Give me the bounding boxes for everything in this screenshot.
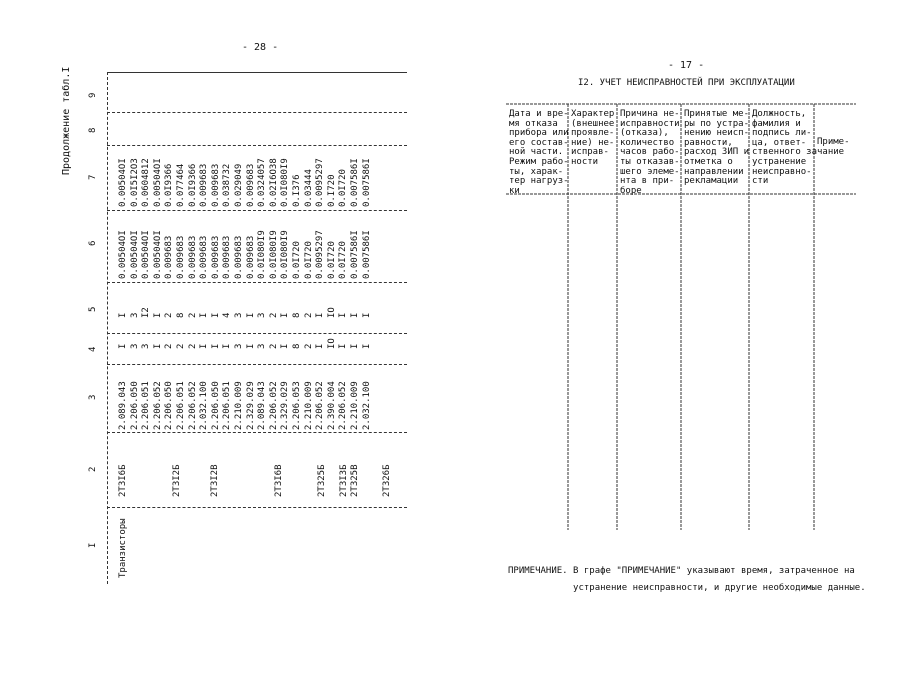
cell-drawing-number: 2.206.052 <box>187 381 198 430</box>
col-note: Приме- чание <box>817 137 850 157</box>
cell-count: I <box>245 312 256 318</box>
cell-quantity: 2 <box>268 343 279 349</box>
header-col-4: 4 <box>88 346 98 352</box>
continuation-title: Продолжение табл.I <box>61 66 72 175</box>
header-col-8: 8 <box>88 127 98 133</box>
cell-rate: 0.009683 <box>234 235 244 279</box>
cell-rate: 0.0I080I9 <box>257 230 268 279</box>
cell-rate-total: 0.007586I <box>361 158 372 207</box>
cell-quantity: 8 <box>292 343 302 349</box>
col-fault-cause: Причина не- исправности (отказа), количество часов рабо- ты отказав- шего элеме- нта в при- боре <box>620 109 680 196</box>
type-label: 2T325B <box>350 464 360 497</box>
cell-rate: 0.009683 <box>199 235 210 279</box>
cell-drawing-number: 2.032.100 <box>361 381 372 430</box>
cell-rate-total: 0.0324057 <box>257 158 268 207</box>
cell-count: I2 <box>141 307 152 318</box>
cell-rate: 0.009683 <box>245 235 256 279</box>
cell-count: I <box>350 312 360 318</box>
group-label: Транзисторы <box>118 518 128 578</box>
cell-rate: 0.0I080I9 <box>280 230 291 279</box>
cell-quantity: I <box>315 343 326 349</box>
cell-rate: 0.0I720 <box>326 241 337 279</box>
header-col-9: 9 <box>88 92 98 98</box>
cell-drawing-number: 2.206.052 <box>268 381 279 430</box>
col-failure-date: Дата и вре- мя отказа прибора или его состав- ной части. Режим рабо- ты, харак- тер нагруз- ки <box>509 109 569 196</box>
type-label: 2T3I2B <box>210 464 220 497</box>
cell-rate-total: 0.03444 <box>303 169 314 207</box>
cell-quantity: 3 <box>141 343 152 349</box>
cell-quantity: 2 <box>187 343 198 349</box>
footnote: ПРИМЕЧАНИЕ. В графе "ПРИМЕЧАНИЕ" указывают время, затраченное на устранение неисправности, и другие необходимые данные. <box>508 566 866 593</box>
cell-drawing-number: 2.206.053 <box>292 381 302 430</box>
header-col-2: 2 <box>88 466 98 472</box>
header-col-1: I <box>88 542 98 548</box>
cell-drawing-number: 2.206.050 <box>164 381 175 430</box>
cell-rate-total: 0.I376 <box>292 174 302 207</box>
cell-drawing-number: 2.089.043 <box>118 381 128 430</box>
cell-count: 8 <box>292 312 302 318</box>
cell-count: I <box>315 312 326 318</box>
cell-drawing-number: 2.206.052 <box>152 381 163 430</box>
cell-drawing-number: 2.206.050 <box>129 381 140 430</box>
cell-drawing-number: 2.329.029 <box>280 381 291 430</box>
cell-quantity: 2 <box>176 343 186 349</box>
cell-rate-total: 0.009683 <box>210 163 221 207</box>
cell-rate: 0.009683 <box>176 235 186 279</box>
cell-rate-total: 0.0I720 <box>338 169 349 207</box>
cell-quantity: I <box>118 343 128 349</box>
cell-count: I <box>361 312 372 318</box>
cell-quantity: I <box>350 343 360 349</box>
cell-rate-total: 0.0I9366 <box>187 163 198 207</box>
cell-rate: 0.009683 <box>164 235 175 279</box>
header-col-3: 3 <box>88 394 98 400</box>
cell-quantity: I <box>210 343 221 349</box>
cell-count: 2 <box>303 312 314 318</box>
cell-count: 2 <box>268 312 279 318</box>
cell-rate: 0.0I720 <box>338 241 349 279</box>
cell-drawing-number: 2.206.052 <box>338 381 349 430</box>
cell-rate: 0.00504OI <box>129 230 140 279</box>
cell-count: 3 <box>129 312 140 318</box>
cell-rate: 0.009683 <box>187 235 198 279</box>
cell-rate-total: 0.007586I <box>350 158 360 207</box>
type-label: 2T326Б <box>382 464 392 497</box>
cell-drawing-number: 2.206.051 <box>141 381 152 430</box>
cell-rate-total: 0.00504OI <box>152 158 163 207</box>
cell-count: IO <box>326 307 337 318</box>
type-label: 2T325Б <box>317 464 327 497</box>
cell-quantity: 3 <box>257 343 268 349</box>
cell-count: I <box>210 312 221 318</box>
cell-rate: 0.00504OI <box>118 230 128 279</box>
cell-drawing-number: 2.206.051 <box>222 381 233 430</box>
cell-rate: 0.0I720 <box>303 241 314 279</box>
cell-drawing-number: 2.210.009 <box>303 381 314 430</box>
type-label: 2T3I6Б <box>118 464 128 497</box>
cell-rate: 0.009683 <box>210 235 221 279</box>
section-title: I2. УЧЕТ НЕИСПРАВНОСТЕЙ ПРИ ЭКСПЛУАТАЦИИ <box>578 78 795 88</box>
left-page-number: - 28 - <box>242 42 279 53</box>
cell-quantity: I <box>245 343 256 349</box>
cell-drawing-number: 2.089.043 <box>257 381 268 430</box>
cell-count: I <box>118 312 128 318</box>
cell-rate-total: 0.00504OI <box>118 158 128 207</box>
cell-drawing-number: 2.329.029 <box>245 381 256 430</box>
cell-quantity: 2 <box>303 343 314 349</box>
cell-drawing-number: 2.210.009 <box>234 381 244 430</box>
cell-quantity: 3 <box>234 343 244 349</box>
cell-count: I <box>199 312 210 318</box>
cell-quantity: 3 <box>129 343 140 349</box>
cell-quantity: 2 <box>164 343 175 349</box>
header-col-7: 7 <box>88 174 98 180</box>
cell-count: 2 <box>164 312 175 318</box>
cell-count: 3 <box>234 312 244 318</box>
cell-drawing-number: 2.210.009 <box>350 381 360 430</box>
col-fault-nature: Характер (внешнее проявле- ние) не- исправ- ности <box>571 109 615 167</box>
cell-count: 8 <box>176 312 186 318</box>
cell-rate: 0.0095297 <box>315 230 326 279</box>
cell-rate-total: 0.0I9366 <box>164 163 175 207</box>
cell-rate-total: 0.077464 <box>176 163 186 207</box>
cell-count: I <box>338 312 349 318</box>
cell-rate: 0.007586I <box>361 230 372 279</box>
header-col-5: 5 <box>88 306 98 312</box>
cell-drawing-number: 2.206.050 <box>210 381 221 430</box>
cell-rate: 0.00504OI <box>141 230 152 279</box>
cell-rate-total: 0.0I080I9 <box>280 158 291 207</box>
cell-rate-total: 0.0604812 <box>141 158 152 207</box>
cell-rate-total: 0.0095297 <box>315 158 326 207</box>
right-page-number: - 17 - <box>668 60 705 71</box>
cell-drawing-number: 2.390.004 <box>326 381 337 430</box>
cell-drawing-number: 2.032.100 <box>199 381 210 430</box>
cell-quantity: I <box>280 343 291 349</box>
cell-drawing-number: 2.206.051 <box>176 381 186 430</box>
type-label: 2T3I6B <box>274 464 284 497</box>
col-responsible: Должность, фамилия и подпись ли- ца, ответ- ственного за устранение неисправно- сти <box>752 109 818 187</box>
cell-rate: 0.00504OI <box>152 230 163 279</box>
header-col-6: 6 <box>88 240 98 246</box>
cell-quantity: I <box>361 343 372 349</box>
cell-count: I <box>152 312 163 318</box>
cell-rate: 0.0I720 <box>292 241 302 279</box>
type-label: 2T3I3Б <box>339 464 349 497</box>
cell-quantity: I <box>222 343 233 349</box>
cell-count: 2 <box>187 312 198 318</box>
cell-rate-total: 0.I720 <box>326 174 337 207</box>
cell-rate-total: 0.009683 <box>245 163 256 207</box>
cell-quantity: I <box>338 343 349 349</box>
cell-count: 3 <box>257 312 268 318</box>
type-label: 2T3I2Б <box>172 464 182 497</box>
cell-rate-total: 0.038732 <box>222 163 233 207</box>
cell-drawing-number: 2.206.052 <box>315 381 326 430</box>
cell-rate-total: 0.0I5I2O3 <box>129 158 140 207</box>
cell-count: I <box>280 312 291 318</box>
cell-rate-total: 0.02I6O38 <box>268 158 279 207</box>
cell-rate-total: 0.029049 <box>234 163 244 207</box>
cell-quantity: IO <box>326 338 337 349</box>
col-measures: Принятые ме- ры по устра- нению неисп- равности, расход ЗИП и отметка о направлении рекламации <box>684 109 750 187</box>
cell-rate-total: 0.009683 <box>199 163 210 207</box>
cell-count: 4 <box>222 312 233 318</box>
cell-quantity: I <box>199 343 210 349</box>
cell-rate: 0.0I080I9 <box>268 230 279 279</box>
cell-rate: 0.009683 <box>222 235 233 279</box>
cell-quantity: I <box>152 343 163 349</box>
cell-rate: 0.007586I <box>350 230 360 279</box>
